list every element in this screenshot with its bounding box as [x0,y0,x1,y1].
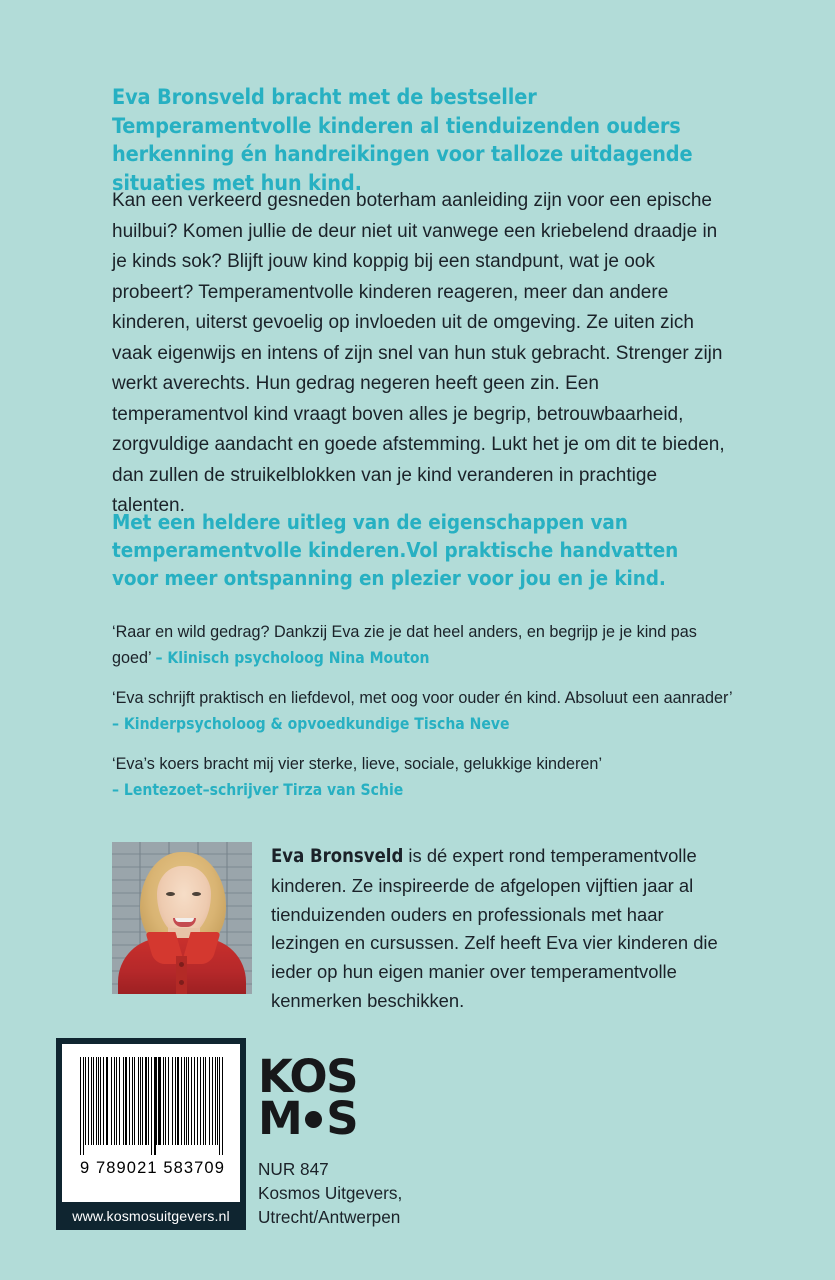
kosmos-logo-text-s: S [326,1092,358,1145]
barcode-bar [106,1057,107,1145]
barcode-bar [194,1057,195,1145]
barcode-bar [188,1057,189,1145]
kosmos-logo [258,1050,378,1145]
endorsement-item [112,752,737,803]
headline-text: Eva Bronsveld bracht met de bestseller Temperamentvolle kinderen al tienduizenden ouders herkenning én handreikingen voor talloze uitdagende situaties met hun kind. [112,85,693,196]
barcode-block [56,1038,246,1230]
barcode-bar [156,1057,157,1145]
photo-shirt-button [179,980,184,985]
publisher-website-url[interactable]: www.kosmosuitgevers.nl [72,1209,230,1225]
endorsement-item [112,686,737,737]
endorsement-attribution: – Kinderpsycholoog & opvoedkundige Tischa Neve [112,714,510,733]
nur-code: NUR 847 [258,1159,329,1179]
barcode-bar [140,1057,141,1145]
barcode-bar [91,1057,92,1145]
endorsement-attribution: – Klinisch psycholoog Nina Mouton [155,648,430,667]
kosmos-logo-dot-icon [305,1111,322,1128]
endorsement-text: ‘Raar en wild gedrag? Dankzij Eva zie je dat heel anders, en begrijp je je kind pas goed’ [112,623,697,667]
barcode-bar [178,1057,179,1145]
endorsement-item [112,620,737,671]
barcode-bar [191,1057,192,1145]
barcode-bar [119,1057,120,1145]
barcode-bar [114,1057,115,1145]
barcode-bar [165,1057,166,1145]
barcode-number: 9 789021 583709 [80,1159,225,1177]
barcode-bar [168,1057,169,1145]
highlight-paragraph: Met een heldere uitleg van de eigenschappen van temperamentvolle kinderen.Vol praktische handvatten voor meer ontspanning en plezier voor jou en je kind. [112,510,679,590]
barcode-bar [177,1057,178,1145]
barcode-bar [219,1057,220,1155]
barcode-bar [146,1057,147,1145]
photo-shirt-button [179,962,184,967]
photo-eye-left [166,892,175,896]
barcode-bar [111,1057,112,1145]
author-name: Eva Bronsveld [271,846,404,867]
barcode-bar [217,1057,218,1145]
barcode-bar [93,1057,94,1145]
kosmos-logo-text-m: M [258,1092,302,1145]
barcode-area [62,1044,240,1202]
publisher-name: Kosmos Uitgevers, [258,1183,403,1203]
barcode-bar [80,1057,81,1155]
author-bio-text [271,842,737,1016]
barcode-bar [126,1057,127,1145]
endorsement-text: ‘Eva schrijft praktisch en liefdevol, met oog voor ouder én kind. Absoluut een aanrader’ [112,689,732,707]
barcode-bar [163,1057,164,1145]
barcode-bar [107,1057,108,1145]
barcode-bar [209,1057,210,1145]
barcode-bar [186,1057,187,1145]
body-paragraph: Kan een verkeerd gesneden boterham aanleiding zijn voor een epische huilbui? Komen jullie de deur niet uit vanwege een kriebelend draadje in je kinds sok? Blijft jouw kind koppig bij een standpunt, wat je ook probeert? Temperamentvolle kinderen reageren, meer dan andere kinderen, uiterst gevoelig op invloeden uit de omgeving. Ze uiten zich vaak eigenwijs en intens of zijn snel van hun stuk gebracht. Strenger zijn werkt averechts. Hun gedrag negeren heeft geen zin. Een temperamentvol kind vraagt boven alles je begrip, betrouwbaarheid, zorgvuldige aandacht en goede afstemming. Lukt het je om dit te bieden, dan zullen de struikelblokken van je kind veranderen in prachtige talenten. [112,190,725,516]
endorsement-text: ‘Eva’s koers bracht mij vier sterke, lieve, sociale, gelukkige kinderen’ [112,755,603,773]
barcode-bar [142,1057,143,1145]
barcode-bar [134,1057,135,1145]
barcode-bar [200,1057,201,1145]
barcode-bar [132,1057,133,1145]
barcode-bar [212,1057,213,1145]
barcode-bar [83,1057,84,1155]
publisher-city: Utrecht/Antwerpen [258,1207,401,1227]
barcode-bars [80,1057,224,1155]
endorsements-list [112,620,737,818]
barcode-bar [197,1057,198,1145]
photo-eye-right [192,892,201,896]
barcode-bar [96,1057,97,1145]
barcode-bar [175,1057,176,1145]
barcode-bar [160,1057,161,1145]
kosmos-logo-line-2 [258,1092,378,1145]
barcode-bar [85,1057,86,1145]
endorsement-attribution: – Lentezoet–schrijver Tirza van Schie [112,780,404,799]
barcode-bar [100,1057,101,1145]
imprint-info [258,1157,402,1229]
author-bio-body: is dé expert rond temperamentvolle kinderen. Ze inspireerde de afgelopen vijftien jaar al tienduizenden ouders en professionals met haar lezingen en cursussen. Zelf heeft Eva vier kinderen die ieder op hun eigen manier over temperamentvolle kenmerken beschikken. [271,845,718,1011]
author-bio [112,842,737,1016]
barcode-bar [88,1057,89,1145]
author-portrait-photo [112,842,252,994]
barcode-bar [172,1057,173,1145]
barcode-bar [148,1057,149,1145]
kosmos-logo-text-kos: KOS [258,1050,358,1103]
